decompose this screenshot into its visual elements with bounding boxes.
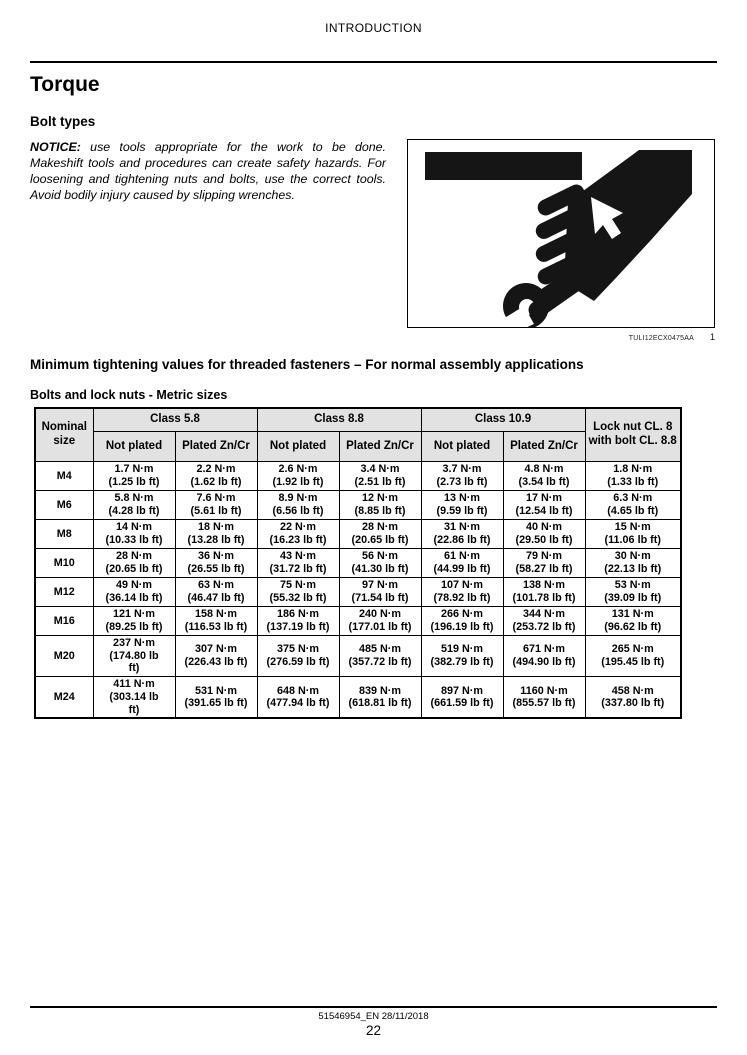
hand-holding-wrench-illustration [408, 140, 714, 327]
torque-value-cell: 1.7 N·m (1.25 lb ft) [93, 462, 175, 491]
torque-value-cell: 49 N·m (36.14 lb ft) [93, 578, 175, 607]
torque-value-cell: 40 N·m (29.50 lb ft) [503, 520, 585, 549]
torque-value-cell: 31 N·m (22.86 lb ft) [421, 520, 503, 549]
torque-value-cell: 1.8 N·m (1.33 lb ft) [585, 462, 681, 491]
footer-page-number: 22 [365, 1023, 382, 1038]
table-header-group-row [35, 408, 681, 432]
torque-value-cell: 531 N·m (391.65 lb ft) [175, 677, 257, 719]
torque-value-cell: 97 N·m (71.54 lb ft) [339, 578, 421, 607]
torque-value-cell: 307 N·m (226.43 lb ft) [175, 636, 257, 677]
nominal-size-cell: M4 [35, 462, 93, 491]
torque-value-cell: 28 N·m (20.65 lb ft) [339, 520, 421, 549]
torque-value-cell: 13 N·m (9.59 lb ft) [421, 491, 503, 520]
table-row [35, 462, 681, 491]
header-plated-zncr: Plated Zn/Cr [503, 432, 585, 462]
torque-value-cell: 36 N·m (26.55 lb ft) [175, 549, 257, 578]
torque-value-cell: 375 N·m (276.59 lb ft) [257, 636, 339, 677]
figure [407, 139, 717, 342]
header-rule [30, 61, 717, 63]
torque-value-cell: 5.8 N·m (4.28 lb ft) [93, 491, 175, 520]
nominal-size-cell: M20 [35, 636, 93, 677]
torque-value-cell: 8.9 N·m (6.56 lb ft) [257, 491, 339, 520]
notice-paragraph [30, 139, 386, 342]
table-row [35, 549, 681, 578]
nominal-size-cell: M10 [35, 549, 93, 578]
torque-value-cell: 2.2 N·m (1.62 lb ft) [175, 462, 257, 491]
torque-value-cell: 4.8 N·m (3.54 lb ft) [503, 462, 585, 491]
section-subtitle: Bolt types [30, 114, 96, 129]
figure-caption [407, 332, 717, 342]
table-header-sub-row [35, 432, 681, 462]
torque-value-cell: 28 N·m (20.65 lb ft) [93, 549, 175, 578]
header-plated-zncr: Plated Zn/Cr [175, 432, 257, 462]
header-not-plated: Not plated [257, 432, 339, 462]
header-class-8-8: Class 8.8 [257, 408, 421, 432]
torque-value-cell: 107 N·m (78.92 lb ft) [421, 578, 503, 607]
torque-value-cell: 344 N·m (253.72 lb ft) [503, 607, 585, 636]
torque-value-cell: 237 N·m (174.80 lb ft) [93, 636, 175, 677]
table-row [35, 636, 681, 677]
nominal-size-cell: M24 [35, 677, 93, 719]
header-lock-nut: Lock nut CL. 8 with bolt CL. 8.8 [585, 408, 681, 462]
torque-value-cell: 158 N·m (116.53 lb ft) [175, 607, 257, 636]
torque-value-cell: 3.4 N·m (2.51 lb ft) [339, 462, 421, 491]
table-title: Bolts and lock nuts - Metric sizes [30, 388, 228, 402]
torque-value-cell: 458 N·m (337.80 lb ft) [585, 677, 681, 719]
torque-value-cell: 61 N·m (44.99 lb ft) [421, 549, 503, 578]
torque-value-cell: 14 N·m (10.33 lb ft) [93, 520, 175, 549]
torque-table-body [35, 462, 681, 719]
beam-shape [425, 152, 582, 180]
table-row [35, 677, 681, 719]
nominal-size-cell: M8 [35, 520, 93, 549]
torque-value-cell: 12 N·m (8.85 lb ft) [339, 491, 421, 520]
torque-value-cell: 7.6 N·m (5.61 lb ft) [175, 491, 257, 520]
torque-value-cell: 43 N·m (31.72 lb ft) [257, 549, 339, 578]
torque-value-cell: 79 N·m (58.27 lb ft) [503, 549, 585, 578]
torque-value-cell: 17 N·m (12.54 lb ft) [503, 491, 585, 520]
torque-value-cell: 240 N·m (177.01 lb ft) [339, 607, 421, 636]
table-row [35, 578, 681, 607]
notice-text: use tools appropriate for the work to be done. Makeshift tools and procedures can create safety hazards. For loosening and tightening nuts and bolts, use the correct tools. Avoid bodily injury caused by slipping wrenches. [30, 140, 386, 203]
torque-value-cell: 30 N·m (22.13 lb ft) [585, 549, 681, 578]
torque-value-cell: 18 N·m (13.28 lb ft) [175, 520, 257, 549]
figure-frame [407, 139, 715, 328]
torque-value-cell: 265 N·m (195.45 lb ft) [585, 636, 681, 677]
torque-table [34, 407, 682, 719]
torque-value-cell: 75 N·m (55.32 lb ft) [257, 578, 339, 607]
torque-value-cell: 519 N·m (382.79 lb ft) [421, 636, 503, 677]
table-row [35, 607, 681, 636]
torque-value-cell: 53 N·m (39.09 lb ft) [585, 578, 681, 607]
fasteners-heading: Minimum tightening values for threaded fasteners – For normal assembly applications [30, 357, 584, 372]
torque-value-cell: 671 N·m (494.90 lb ft) [503, 636, 585, 677]
torque-value-cell: 2.6 N·m (1.92 lb ft) [257, 462, 339, 491]
torque-value-cell: 131 N·m (96.62 lb ft) [585, 607, 681, 636]
header-plated-zncr: Plated Zn/Cr [339, 432, 421, 462]
figure-caption-code: TULI12ECX0475AA [628, 335, 694, 342]
header-class-5-8: Class 5.8 [93, 408, 257, 432]
page-title: Torque [30, 73, 100, 96]
header-nominal-size: Nominal size [35, 408, 93, 462]
torque-value-cell: 485 N·m (357.72 lb ft) [339, 636, 421, 677]
table-row [35, 491, 681, 520]
running-header: INTRODUCTION [325, 21, 422, 35]
torque-value-cell: 897 N·m (661.59 lb ft) [421, 677, 503, 719]
nominal-size-cell: M6 [35, 491, 93, 520]
header-not-plated: Not plated [93, 432, 175, 462]
header-not-plated: Not plated [421, 432, 503, 462]
notice-label: NOTICE: [30, 140, 81, 154]
footer-reference: 51546954_EN 28/11/2018 [318, 1011, 429, 1022]
torque-value-cell: 63 N·m (46.47 lb ft) [175, 578, 257, 607]
nominal-size-cell: M12 [35, 578, 93, 607]
figure-caption-number: 1 [709, 332, 715, 342]
torque-value-cell: 648 N·m (477.94 lb ft) [257, 677, 339, 719]
torque-value-cell: 1160 N·m (855.57 lb ft) [503, 677, 585, 719]
notice-and-figure-row [30, 139, 717, 342]
nominal-size-cell: M16 [35, 607, 93, 636]
torque-value-cell: 266 N·m (196.19 lb ft) [421, 607, 503, 636]
torque-value-cell: 15 N·m (11.06 lb ft) [585, 520, 681, 549]
header-class-10-9: Class 10.9 [421, 408, 585, 432]
torque-value-cell: 186 N·m (137.19 lb ft) [257, 607, 339, 636]
torque-value-cell: 3.7 N·m (2.73 lb ft) [421, 462, 503, 491]
page-footer [30, 1006, 717, 1038]
torque-value-cell: 411 N·m (303.14 lb ft) [93, 677, 175, 719]
torque-value-cell: 6.3 N·m (4.65 lb ft) [585, 491, 681, 520]
torque-value-cell: 56 N·m (41.30 lb ft) [339, 549, 421, 578]
torque-value-cell: 22 N·m (16.23 lb ft) [257, 520, 339, 549]
torque-value-cell: 121 N·m (89.25 lb ft) [93, 607, 175, 636]
torque-value-cell: 138 N·m (101.78 lb ft) [503, 578, 585, 607]
torque-value-cell: 839 N·m (618.81 lb ft) [339, 677, 421, 719]
table-row [35, 520, 681, 549]
